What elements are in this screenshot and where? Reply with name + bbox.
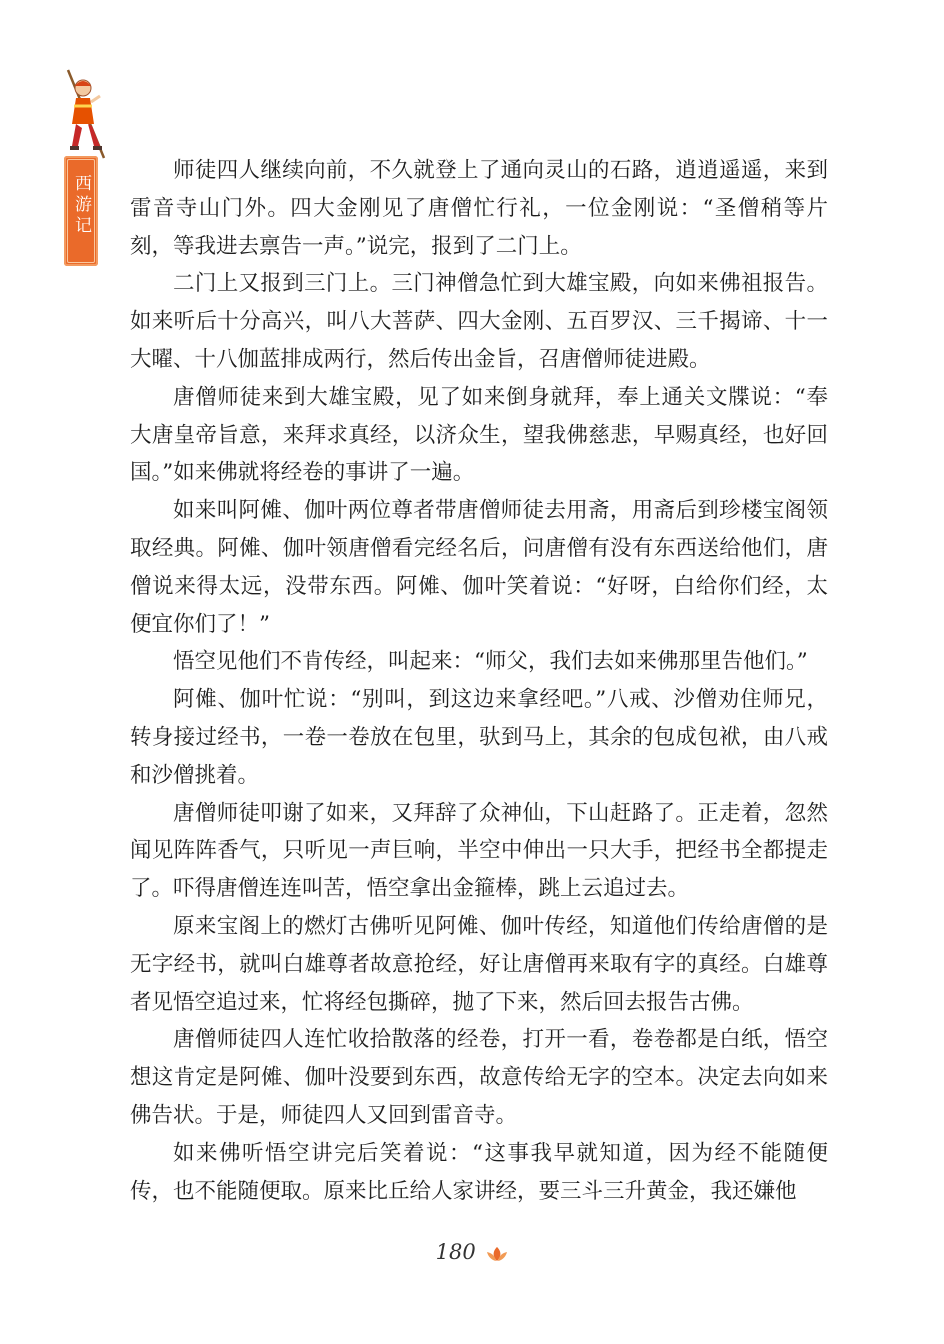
book-title: 西游记 xyxy=(71,174,91,237)
paragraph: 阿傩、伽叶忙说：“别叫，到这边来拿经吧。”八戒、沙僧劝住师兄，转身接过经书，一卷一卷放在包里，驮到马上，其余的包成包袱，由八戒和沙僧挑着。 xyxy=(130,687,828,788)
paragraph: 如来佛听悟空讲完后笑着说：“这事我早就知道，因为经不能随便传，也不能随便取。原来比丘给人家讲经，要三斗三升黄金，我还嫌他 xyxy=(130,1140,828,1204)
paragraph: 原来宝阁上的燃灯古佛听见阿傩、伽叶传经，知道他们传给唐僧的是无字经书，就叫白雄尊者故意抢经，好让唐僧再来取有字的真经。白雄尊者见悟空追过来，忙将经包撕碎，抛了下来，然后回去报告古佛。 xyxy=(130,913,828,1015)
book-title-tab xyxy=(64,156,98,266)
chapter-body xyxy=(130,152,828,1210)
monkey-king-illustration xyxy=(58,66,112,162)
paragraph: 唐僧师徒来到大雄宝殿，见了如来倒身就拜，奉上通关文牒说：“奉大唐皇帝旨意，来拜求真经，以济众生，望我佛慈悲，早赐真经，也好回国。”如来佛就将经卷的事讲了一遍。 xyxy=(130,384,828,486)
paragraph: 如来叫阿傩、伽叶两位尊者带唐僧师徒去用斋，用斋后到珍楼宝阁领取经典。阿傩、伽叶领唐僧看完经名后，问唐僧有没有东西送给他们，唐僧说来得太远，没带东西。阿傩、伽叶笑着说：“好呀，白给你们经，太便宜你们了！” xyxy=(130,498,828,637)
page-footer xyxy=(0,1240,944,1264)
paragraph: 唐僧师徒四人连忙收拾散落的经卷，打开一看，卷卷都是白纸，悟空想这肯定是阿傩、伽叶没要到东西，故意传给无字的空本。决定去向如来佛告状。于是，师徒四人又回到雷音寺。 xyxy=(130,1027,828,1128)
paragraph: 二门上又报到三门上。三门神僧急忙到大雄宝殿，向如来佛祖报告。如来听后十分高兴，叫八大菩萨、四大金刚、五百罗汉、三千揭谛、十一大曜、十八伽蓝排成两行，然后传出金旨，召唐僧师徒进殿。 xyxy=(130,271,828,372)
paragraph: 师徒四人继续向前，不久就登上了通向灵山的石路，逍逍遥遥，来到雷音寺山门外。四大金刚见了唐僧忙行礼，一位金刚说：“圣僧稍等片刻，等我进去禀告一声。”说完，报到了二门上。 xyxy=(130,158,828,259)
paragraph: 唐僧师徒叩谢了如来，又拜辞了众神仙，下山赶路了。正走着，忽然闻见阵阵香气，只听见一声巨响，半空中伸出一只大手，把经书全都提走了。吓得唐僧连连叫苦，悟空拿出金箍棒，跳上云追过去。 xyxy=(130,800,828,902)
page-number: 180 xyxy=(435,1240,476,1264)
lotus-ornament-icon xyxy=(486,1246,508,1262)
paragraph: 悟空见他们不肯传经，叫起来：“师父，我们去如来佛那里告他们。” xyxy=(173,649,808,675)
